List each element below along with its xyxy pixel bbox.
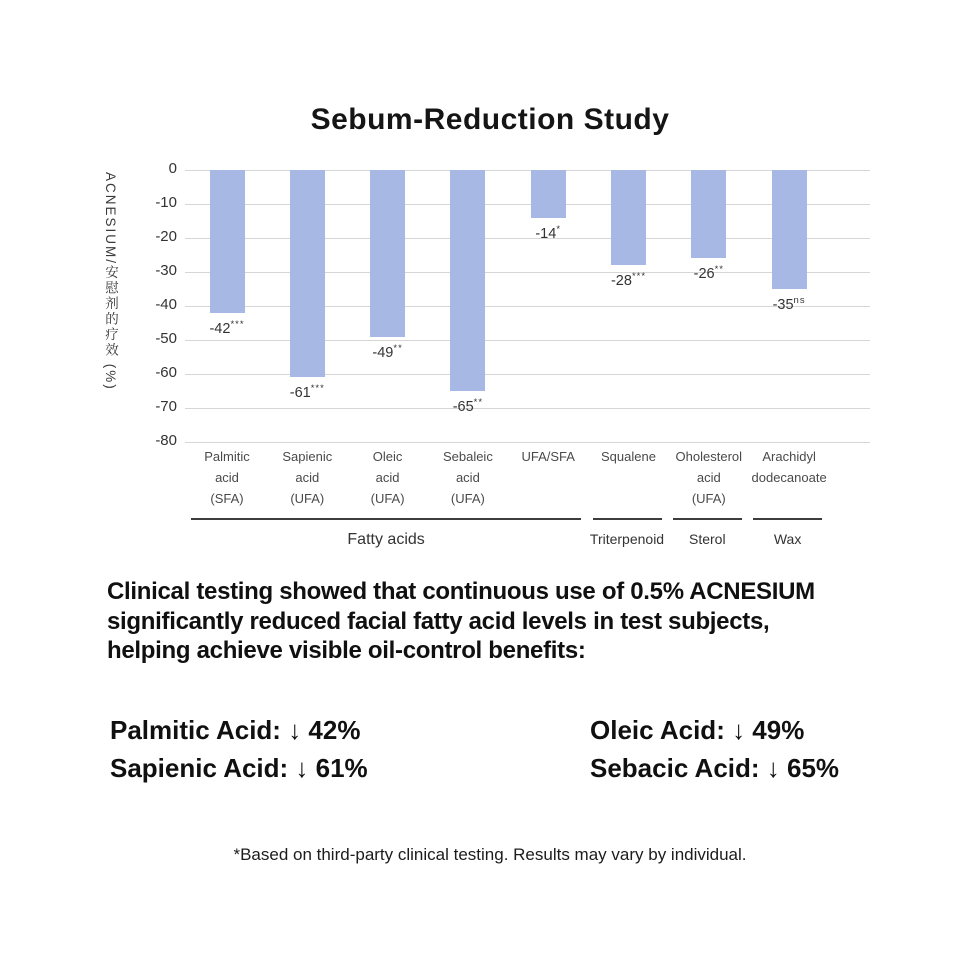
group-line-triterpenoid [593, 518, 662, 520]
group-label-triterpenoid: Triterpenoid [589, 531, 665, 547]
plot-area [185, 170, 870, 442]
x-label-oholesterol-acid-ufa: Oholesterol acid (UFA) [675, 449, 743, 506]
stat-sebacic-acid: Sebacic Acid: ↓ 65% [590, 753, 840, 783]
bar-value-arachidyl-dodecanoate: $-35^{ns}$ [772, 295, 806, 313]
x-label-sebaleic-acid-ufa: Sebaleic acid (UFA) [442, 449, 493, 506]
group-line-wax [753, 518, 822, 520]
y-tick-label--30: -30 [155, 262, 177, 279]
bar-ufa-sfa [531, 170, 566, 218]
x-label-squalene: Squalene [601, 449, 656, 464]
stats-right-column [590, 711, 839, 787]
bar-value-sapienic-acid-ufa: -61*** [289, 383, 325, 402]
chart-title: Sebum-Reduction Study [310, 103, 670, 136]
gridline--50 [185, 340, 870, 341]
y-tick-label--10: -10 [155, 194, 177, 211]
group-label-sterol: Sterol [689, 531, 726, 547]
group-label-fatty-acids: Fatty acids [347, 531, 425, 548]
bar-value-oholesterol-acid-ufa: -26** [693, 264, 724, 283]
bar-value-squalene: -28*** [610, 271, 647, 290]
stat-sapienic-acid: Sapienic Acid: ↓ 61% [110, 753, 368, 783]
summary-paragraph [107, 577, 815, 666]
gridline--10 [185, 204, 870, 205]
y-tick-label--20: -20 [155, 228, 177, 245]
footnote: *Based on third-party clinical testing. Results may vary by individual. [233, 845, 747, 864]
y-tick-label--50: -50 [155, 330, 177, 347]
x-label-palmitic-acid-sfa: Palmitic acid (SFA) [204, 449, 250, 506]
x-label-arachidyl-dodecanoate: Arachidyl dodecanoate [751, 449, 827, 485]
bar-value-ufa-sfa: -14* [535, 223, 562, 242]
gridline--70 [185, 408, 870, 409]
gridline--60 [185, 374, 870, 375]
gridline--30 [185, 272, 870, 273]
stats-left-column [110, 711, 368, 787]
stat-palmitic-acid: Palmitic Acid: ↓ 42% [110, 715, 361, 745]
y-tick-label--40: -40 [155, 296, 177, 313]
bar-arachidyl-dodecanoate [772, 170, 807, 289]
stat-oleic-acid: Oleic Acid: ↓ 49% [590, 715, 805, 745]
summary-line-2: significantly reduced facial fatty acid levels in test subjects, [107, 607, 770, 635]
bar-sebaleic-acid-ufa [450, 170, 485, 391]
summary-line-3: helping achieve visible oil-control benefits: [107, 637, 586, 664]
bar-value-oleic-acid-ufa: -49** [372, 342, 403, 361]
group-line-sterol [673, 518, 742, 520]
gridline--80 [185, 442, 870, 443]
y-tick-label-0: 0 [168, 160, 177, 177]
bar-squalene [611, 170, 646, 265]
bar-oholesterol-acid-ufa [691, 170, 726, 258]
x-label-ufa-sfa: UFA/SFA [521, 449, 575, 464]
x-label-sapienic-acid-ufa: Sapienic acid (UFA) [282, 449, 333, 506]
bar-palmitic-acid-sfa [210, 170, 245, 313]
y-tick-label--70: -70 [155, 398, 177, 415]
y-tick-label--60: -60 [155, 364, 177, 381]
bar-sapienic-acid-ufa [290, 170, 325, 377]
category-group-axis [185, 518, 870, 563]
y-axis-title: ACNESIUM/安慰剂的疗效 (%) [103, 172, 118, 391]
group-line-fatty-acids [191, 518, 581, 520]
bar-value-sebaleic-acid-ufa: -65** [452, 397, 484, 415]
group-label-wax: Wax [773, 531, 802, 547]
x-label-oleic-acid-ufa: Oleic acid (UFA) [370, 449, 405, 506]
y-tick-label--80: -80 [155, 432, 177, 449]
bar-value-palmitic-acid-sfa: -42*** [209, 318, 245, 337]
summary-line-1: Clinical testing showed that continuous use of 0.5% ACNESIUM [107, 578, 815, 605]
x-axis-labels [185, 446, 870, 516]
gridline-0 [185, 170, 870, 171]
bar-oleic-acid-ufa [370, 170, 405, 337]
